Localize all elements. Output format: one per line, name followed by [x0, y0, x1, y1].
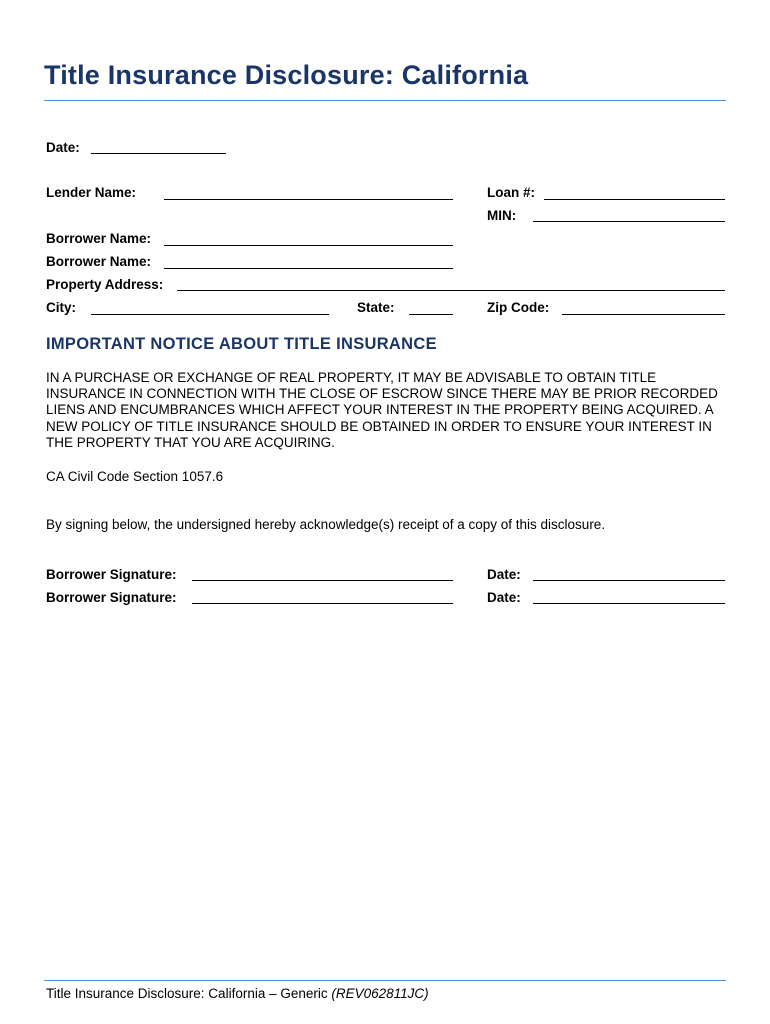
title-divider: [44, 100, 726, 101]
city-label: City:: [46, 300, 76, 315]
notice-heading: IMPORTANT NOTICE ABOUT TITLE INSURANCE: [46, 335, 437, 353]
city-field[interactable]: [91, 314, 329, 315]
min-label: MIN:: [487, 208, 517, 223]
borrower-name-2-field[interactable]: [164, 268, 453, 269]
notice-body: IN A PURCHASE OR EXCHANGE OF REAL PROPERTY, IT MAY BE ADVISABLE TO OBTAIN TITLE INSURANCE IN CONNECTION WITH THE CLOSE OF ESCROW SINCE THERE MAY BE PRIOR RECORDED LIENS AND ENCUMBRANCES WHICH AFFECT YOUR INTEREST IN THE PROPERTY BEING ACQUIRED. A NEW POLICY OF TITLE INSURANCE SHOULD BE OBTAINED IN ORDER TO ENSURE YOUR INTEREST IN THE PROPERTY THAT YOU ARE ACQUIRING.: [46, 370, 718, 450]
borrower-signature-1-label: Borrower Signature:: [46, 567, 177, 582]
lender-name-field[interactable]: [164, 199, 453, 200]
min-field[interactable]: [533, 221, 725, 222]
footer: [46, 986, 429, 1001]
borrower-name-1-label: Borrower Name:: [46, 231, 152, 246]
footer-divider: [44, 980, 726, 981]
borrower-name-1-field[interactable]: [164, 245, 453, 246]
signature-date-2-label: Date:: [487, 590, 521, 605]
property-address-label: Property Address:: [46, 277, 164, 292]
borrower-signature-2-label: Borrower Signature:: [46, 590, 177, 605]
signature-date-1-field[interactable]: [533, 580, 725, 581]
borrower-name-2-label: Borrower Name:: [46, 254, 152, 269]
property-address-field[interactable]: [177, 290, 725, 291]
signature-date-1-label: Date:: [487, 567, 521, 582]
footer-text: Title Insurance Disclosure: California – Generic: [46, 986, 332, 1001]
loan-number-field[interactable]: [544, 199, 725, 200]
code-section: CA Civil Code Section 1057.6: [46, 469, 224, 484]
lender-name-label: Lender Name:: [46, 185, 137, 200]
borrower-signature-2-field[interactable]: [192, 603, 453, 604]
footer-revision: (REV062811JC): [331, 986, 429, 1001]
zip-code-field[interactable]: [562, 314, 725, 315]
acknowledgement-text: By signing below, the undersigned hereby acknowledge(s) receipt of a copy of this disclosure.: [46, 517, 606, 532]
borrower-signature-1-field[interactable]: [192, 580, 453, 581]
signature-date-2-field[interactable]: [533, 603, 725, 604]
page-title: Title Insurance Disclosure: California: [44, 60, 529, 90]
zip-code-label: Zip Code:: [487, 300, 550, 315]
state-label: State:: [357, 300, 395, 315]
date-label: Date:: [46, 140, 80, 155]
state-field[interactable]: [409, 314, 453, 315]
date-field[interactable]: [91, 153, 226, 154]
loan-number-label: Loan #:: [487, 185, 536, 200]
